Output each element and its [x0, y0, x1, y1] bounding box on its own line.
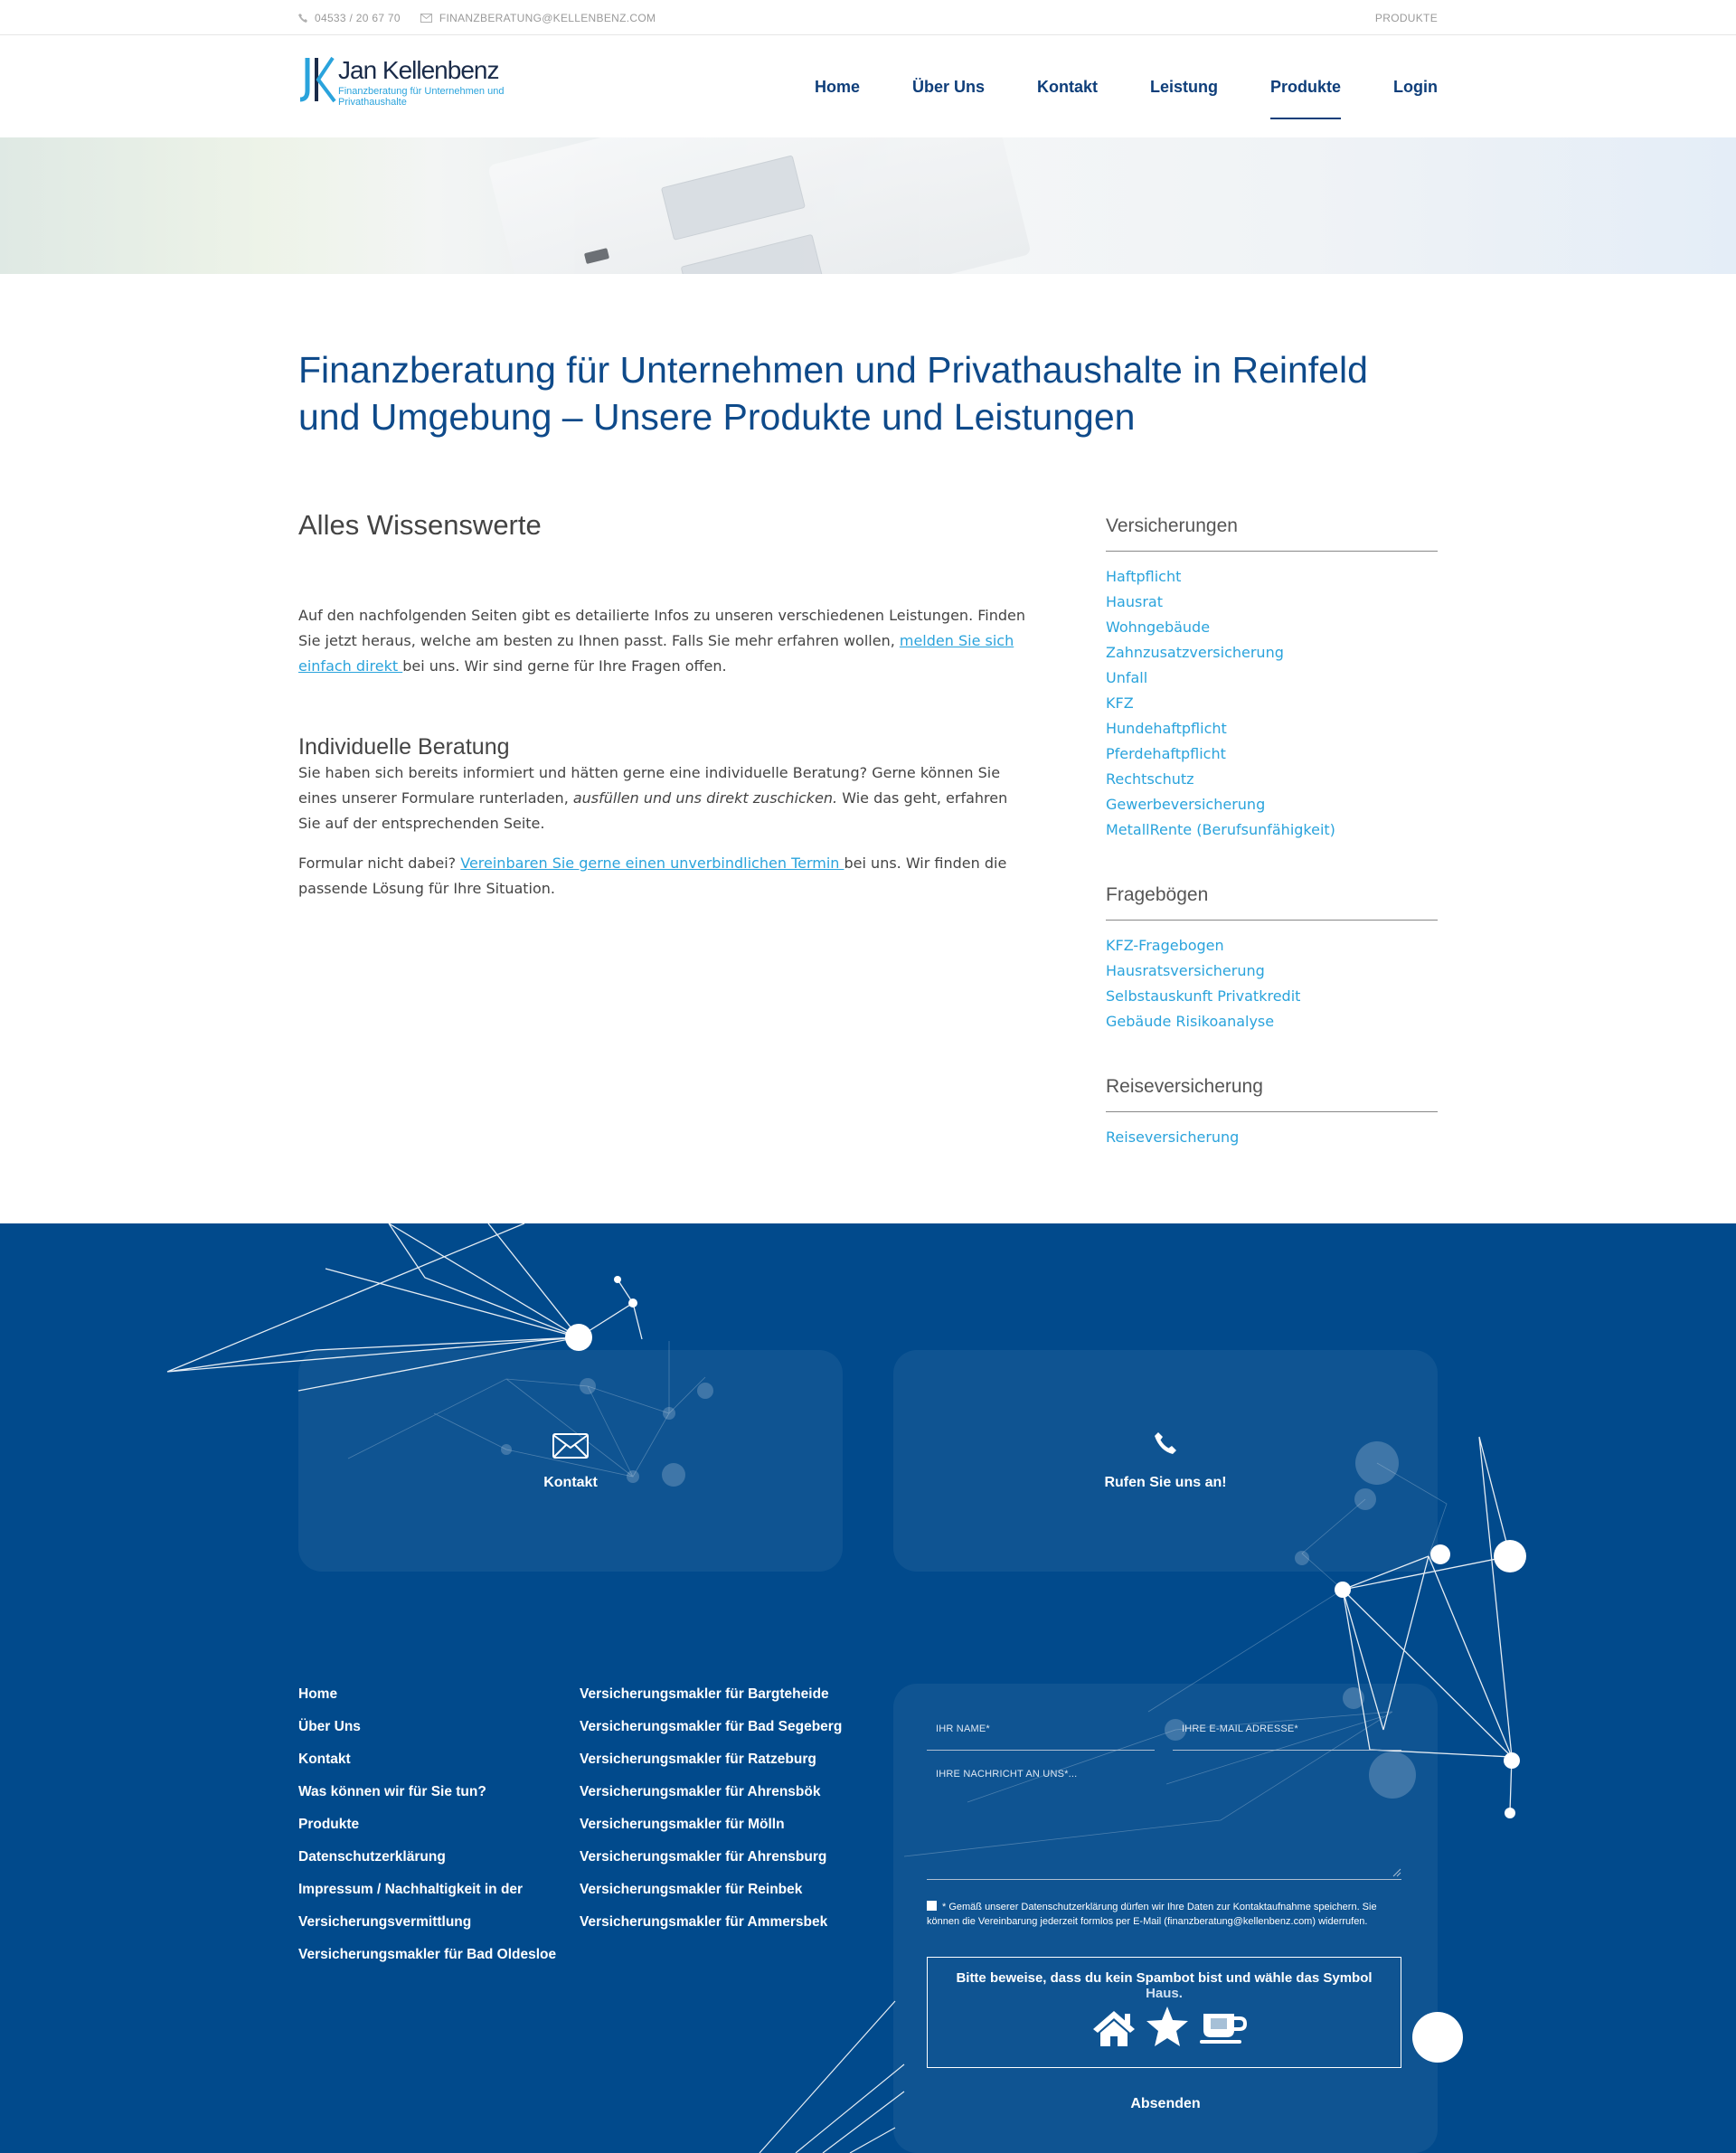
phone-contact[interactable] — [298, 12, 401, 24]
call-card[interactable] — [893, 1350, 1438, 1572]
phone-number: 04533 / 20 67 70 — [315, 11, 401, 24]
captcha-box — [927, 1957, 1401, 2068]
sidebar-section-frageboegen — [1106, 884, 1438, 1034]
intro-text-1: Auf den nachfolgenden Seiten gibt es detailierte Infos zu unseren verschiedenen Leistungen. Finden Sie jetzt heraus, welche am besten zu Ihnen passt. Falls Sie mehr erfahren wollen, — [298, 607, 1025, 649]
footer-link-impressum[interactable]: Impressum / Nachhaltigkeit in der — [298, 1882, 524, 1897]
sidebar-link-rechtschutz[interactable]: Rechtschutz — [1106, 770, 1194, 788]
sidebar-link-reiseversicherung[interactable]: Reiseversicherung — [1106, 1128, 1240, 1146]
captcha-target-symbol: Haus. — [1146, 1986, 1183, 2001]
email-contact[interactable] — [420, 12, 656, 24]
footer-link-datenschutz[interactable]: Datenschutzerklärung — [298, 1849, 446, 1865]
sidebar-link-selbstauskunft[interactable]: Selbstauskunft Privatkredit — [1106, 987, 1301, 1005]
nav-produkte[interactable]: Produkte — [1270, 36, 1341, 137]
sidebar-link-hausratsversicherung[interactable]: Hausratsversicherung — [1106, 962, 1265, 979]
footer-link-ahrensboek[interactable]: Versicherungsmakler für Ahrensbök — [580, 1784, 821, 1799]
footer-link-bargteheide[interactable]: Versicherungsmakler für Bargteheide — [580, 1686, 829, 1702]
sidebar-link-gewerbe[interactable]: Gewerbeversicherung — [1106, 796, 1266, 813]
logo[interactable] — [298, 54, 506, 109]
nav-login[interactable]: Login — [1393, 77, 1438, 96]
main-content — [298, 509, 1031, 902]
email-input-underline — [1173, 1750, 1401, 1751]
formular-text-1: Formular nicht dabei? — [298, 855, 461, 872]
sidebar-link-metallrente[interactable]: MetallRente (Berufsunfähigkeit) — [1106, 821, 1335, 838]
network-decoration — [0, 1223, 1736, 2153]
contact-card-label: Kontakt — [543, 1475, 598, 1490]
footer-link-produkte[interactable]: Produkte — [298, 1817, 360, 1832]
footer-link-moelln[interactable]: Versicherungsmakler für Mölln — [580, 1817, 785, 1832]
footer-link-reinbek[interactable]: Versicherungsmakler für Reinbek — [580, 1882, 803, 1897]
sidebar-link-kfz-fragebogen[interactable]: KFZ-Fragebogen — [1106, 937, 1224, 954]
logo-jk-icon — [298, 54, 338, 105]
sidebar-title: Reiseversicherung — [1106, 1076, 1438, 1112]
sidebar-title: Fragebögen — [1106, 884, 1438, 921]
consent-text: * Gemäß unserer Datenschutzerklärung dürfen wir Ihre Daten zur Kontaktaufnahme speichern. Sie können die Vereinbarung jederzeit formlos per E-Mail (finanzberatung@kellenbenz.com) widerrufen. — [927, 1902, 1377, 1927]
cup-icon[interactable] — [1200, 2010, 1247, 2046]
message-underline — [927, 1879, 1401, 1880]
resize-handle-icon[interactable] — [1392, 1868, 1401, 1877]
call-card-label: Rufen Sie uns an! — [1104, 1475, 1227, 1490]
logo-name: Jan Kellenbenz — [338, 56, 499, 84]
name-input[interactable]: IHR NAME* — [936, 1723, 990, 1734]
email-input[interactable]: IHRE E-MAIL ADRESSE* — [1182, 1723, 1298, 1734]
consent-checkbox[interactable] — [927, 1901, 937, 1911]
intro-paragraph — [298, 603, 1031, 679]
sidebar-link-gebaeude-risiko[interactable]: Gebäude Risikoanalyse — [1106, 1013, 1275, 1030]
sidebar — [1106, 515, 1438, 1192]
email-address: FINANZBERATUNG@KELLENBENZ.COM — [439, 11, 656, 24]
logo-tagline: Finanzberatung für Unternehmen und Privathaushalte — [338, 86, 505, 108]
footer-link-ueber-uns[interactable]: Über Uns — [298, 1719, 361, 1734]
appointment-link[interactable]: Vereinbaren Sie gerne einen unverbindlichen Termin — [460, 855, 844, 872]
formular-text-2: bei uns. Wir finden die passende Lösung für Ihre Situation. — [298, 855, 1007, 897]
phone-icon — [1154, 1431, 1177, 1455]
sidebar-section-reise — [1106, 1076, 1438, 1150]
sidebar-link-wohngebaeude[interactable]: Wohngebäude — [1106, 619, 1211, 636]
hero-banner — [0, 137, 1736, 274]
sidebar-link-haftpflicht[interactable]: Haftpflicht — [1106, 568, 1182, 585]
envelope-icon — [552, 1433, 589, 1459]
star-icon[interactable] — [1145, 2005, 1190, 2048]
consent-checkbox-label[interactable] — [927, 1900, 1406, 1929]
footer-link-home[interactable]: Home — [298, 1686, 338, 1702]
nav-leistung[interactable]: Leistung — [1150, 77, 1218, 96]
footer-links-col1 — [298, 1678, 556, 1971]
formular-paragraph — [298, 851, 1031, 902]
sidebar-section-versicherungen — [1106, 515, 1438, 843]
footer-link-ahrensburg[interactable]: Versicherungsmakler für Ahrensburg — [580, 1849, 827, 1865]
nav-ueber-uns[interactable]: Über Uns — [911, 77, 985, 96]
name-input-underline — [927, 1750, 1155, 1751]
beratung-text-1: Sie haben sich bereits informiert und hätten gerne eine individuelle Beratung? Gerne können Sie eines unserer Formulare runterladen, — [298, 764, 1001, 807]
beratung-italic: ausfüllen und uns direkt zuschicken. — [572, 789, 838, 807]
top-bar — [0, 0, 1736, 35]
phone-small-icon — [298, 14, 307, 23]
contact-direct-link[interactable]: melden Sie sich einfach direkt — [298, 632, 1014, 675]
calculator-image — [487, 137, 1031, 274]
sidebar-link-pferdehaftpflicht[interactable]: Pferdehaftpflicht — [1106, 745, 1226, 762]
intro-text-2: bei uns. Wir sind gerne für Ihre Fragen offen. — [402, 657, 727, 675]
footer-link-ammersbek[interactable]: Versicherungsmakler für Ammersbek — [580, 1914, 828, 1930]
message-textarea[interactable]: IHRE NACHRICHT AN UNS*... — [936, 1769, 1078, 1780]
sidebar-link-unfall[interactable]: Unfall — [1106, 669, 1148, 686]
section-heading-wissenswertes: Alles Wissenswerte — [298, 509, 542, 541]
breadcrumb[interactable]: PRODUKTE — [1374, 11, 1438, 24]
footer-links-col2 — [580, 1678, 842, 1939]
nav-home[interactable]: Home — [814, 77, 860, 96]
mail-small-icon — [420, 14, 432, 23]
submit-button[interactable]: Absenden — [1130, 2096, 1201, 2111]
page-title: Finanzberatung für Unternehmen und Privathaushalte in Reinfeld und Umgebung – Unsere Produkte und Leistungen — [298, 349, 1368, 438]
house-icon[interactable] — [1090, 2008, 1137, 2048]
sidebar-link-kfz[interactable]: KFZ — [1106, 694, 1134, 712]
beratung-text-2: Wie das geht, erfahren Sie auf der entsprechenden Seite. — [298, 789, 1008, 832]
captcha-question-text: Bitte beweise, dass du kein Spambot bist und wähle das Symbol — [956, 1970, 1373, 1986]
main-nav — [762, 36, 1438, 137]
nav-kontakt[interactable]: Kontakt — [1037, 77, 1098, 96]
sidebar-link-zahnzusatz[interactable]: Zahnzusatzversicherung — [1106, 644, 1284, 661]
footer-link-bad-oldesloe[interactable]: Versicherungsmakler für Bad Oldesloe — [298, 1947, 557, 1962]
sidebar-link-hausrat[interactable]: Hausrat — [1106, 593, 1163, 610]
contact-card[interactable] — [298, 1350, 843, 1572]
captcha-question — [928, 1970, 1401, 2001]
sidebar-title: Versicherungen — [1106, 515, 1438, 552]
footer-link-ratzeburg[interactable]: Versicherungsmakler für Ratzeburg — [580, 1752, 816, 1767]
footer-link-bad-segeberg[interactable]: Versicherungsmakler für Bad Segeberg — [580, 1719, 843, 1734]
site-header — [0, 36, 1736, 137]
footer-link-kontakt[interactable]: Kontakt — [298, 1752, 351, 1767]
footer — [0, 1223, 1736, 2153]
sidebar-link-hundehaftpflicht[interactable]: Hundehaftpflicht — [1106, 720, 1227, 737]
footer-link-was-koennen-wir[interactable]: Was können wir für Sie tun? — [298, 1784, 486, 1799]
footer-link-vermittlung[interactable]: Versicherungsvermittlung — [298, 1914, 472, 1930]
beratung-paragraph — [298, 760, 1031, 836]
section-heading-beratung: Individuelle Beratung — [298, 734, 510, 760]
